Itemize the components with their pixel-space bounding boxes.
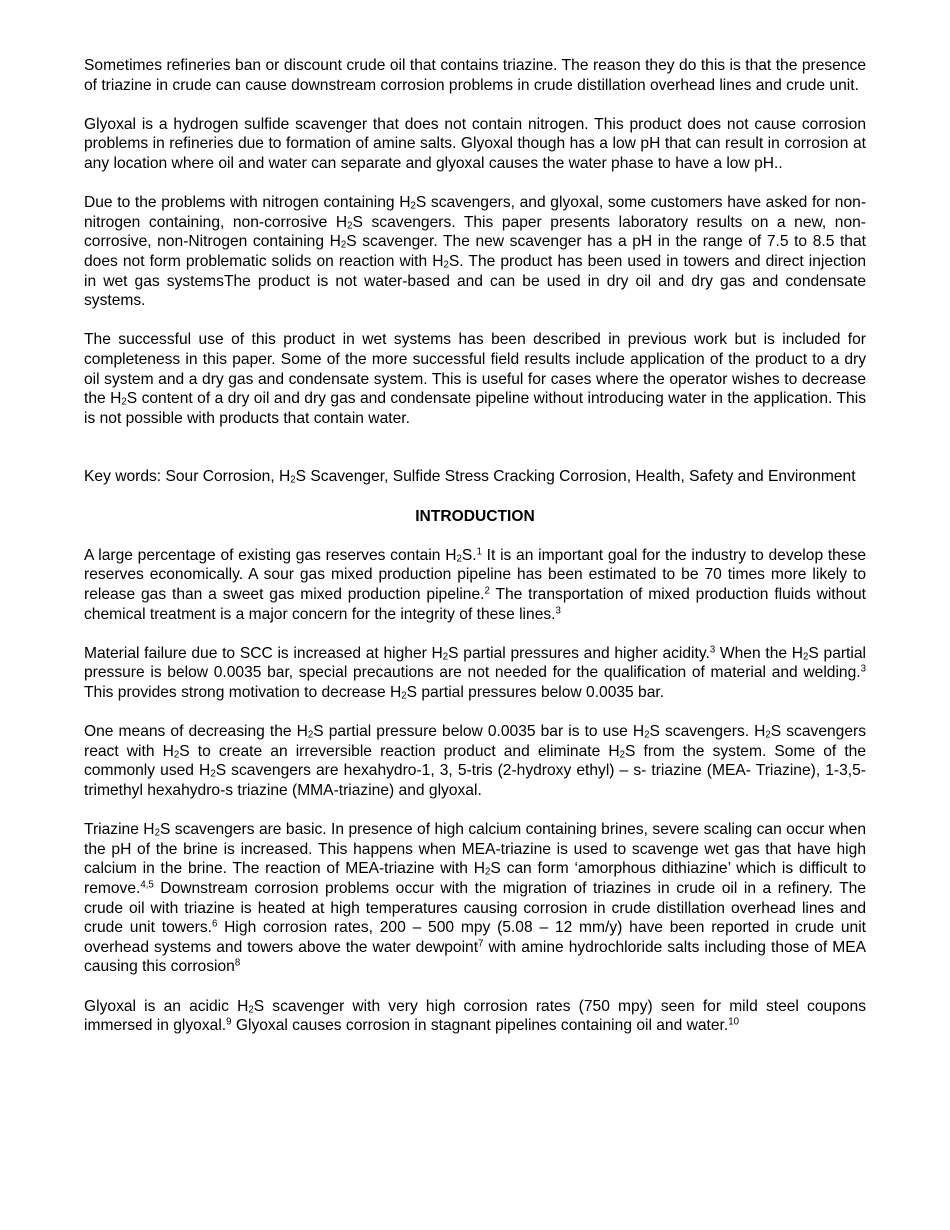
citation-superscript: 9 <box>226 1016 232 1028</box>
subscript: 2 <box>485 866 491 878</box>
subscript: 2 <box>442 651 449 663</box>
text-run: Glyoxal is a hydrogen sulfide scavenger that does not contain nitrogen. This product does not cause corrosion problems in refineries due to formation of amine salts. Glyoxal though has a low pH that can result in corrosion at any location where oil and water can separate and glyoxal causes the water phase to have a low pH.. <box>84 115 866 172</box>
subscript: 2 <box>644 729 650 741</box>
citation-superscript: 2 <box>484 585 490 597</box>
text-run: Triazine H <box>84 821 155 839</box>
text-run: S scavengers are hexahydro-1, 3, 5-tris (2-hydroxy ethyl) – s- triazine (MEA- Triazine), 1-3,5-trimethyl hexahydro-s triazine (MMA-triazine) and glyoxal. <box>84 762 866 799</box>
text-run: Glyoxal is an acidic H <box>84 997 249 1015</box>
subscript: 2 <box>803 651 809 663</box>
citation-superscript: 3 <box>860 664 866 676</box>
subscript: 2 <box>290 474 296 486</box>
text-run: High corrosion rates, 200 – 500 mpy (5.08 – 12 mm/y) have been reported in crude unit overhead systems and towers above the water dewpoint <box>84 919 866 956</box>
text-run: S scavengers are basic. In presence of high calcium containing brines, severe scaling can occur when the pH of the brine is increased. This happens when MEA-triazine is used to scavenge wet gas that have high calcium in the brine. The reaction of MEA-triazine with H <box>84 821 866 878</box>
text-run: Glyoxal causes corrosion in stagnant pipelines containing oil and water. <box>231 1017 729 1035</box>
citation-superscript: 4,5 <box>140 879 154 891</box>
paragraph-successful-use <box>84 330 866 428</box>
text-run: S from the system. Some of the commonly used H <box>84 742 867 780</box>
citation-superscript: 8 <box>234 958 241 969</box>
text-run: S content of a dry oil and dry gas and condensate pipeline without introducing water in the application. This is not possible with products that contain water. <box>84 390 866 427</box>
text-run: S partial pressures below 0.0035 bar. <box>406 684 665 701</box>
paragraph-intro-triazine <box>84 820 866 977</box>
subscript: 2 <box>410 200 416 212</box>
paragraph-keywords <box>84 467 866 487</box>
text-run: S partial pressure is below 0.0035 bar, special precautions are not needed for the qualification of material and welding. <box>84 644 866 682</box>
subscript: 2 <box>347 220 353 232</box>
paragraph-intro-scavengers <box>84 722 866 800</box>
text-run: S scavenger. The new scavenger has a pH in the range of 7.5 to 8.5 that does not form problematic solids on reaction with H <box>84 233 866 270</box>
text-run: S partial pressure below 0.0035 bar is to use H <box>313 723 645 741</box>
text-run: A large percentage of existing gas reserves contain H <box>84 546 457 564</box>
subscript: 2 <box>765 729 771 741</box>
subscript: 2 <box>121 396 127 408</box>
citation-superscript: 10 <box>728 1016 739 1028</box>
text-run: with amine hydrochloride salts including those of MEA causing this corrosion <box>84 938 866 976</box>
text-run: S can form ‘amorphous dithiazine’ which is difficult to remove. <box>84 860 866 897</box>
paragraph-problems-nitrogen <box>84 193 866 311</box>
text-run: The transportation of mixed production fluids without chemical treatment is a major concern for the integrity of these lines. <box>84 586 866 623</box>
text-run: S to create an irreversible reaction product and eliminate H <box>179 742 620 760</box>
text-run: S scavenger with very high corrosion rates (750 mpy) seen for mild steel coupons immersed in glyoxal. <box>84 997 866 1035</box>
paragraph-intro-gas-reserves <box>84 546 866 624</box>
subscript: 2 <box>340 239 347 251</box>
text-run: When the H <box>715 644 804 662</box>
section-heading-introduction: INTRODUCTION <box>415 507 535 525</box>
text-run: Sometimes refineries ban or discount crude oil that contains triazine. The reason they do this is that the presence of triazine in crude can cause downstream corrosion problems in crude distillation overhead lines and crude unit. <box>84 57 866 94</box>
text-run: Material failure due to SCC is increased at higher H <box>84 644 443 662</box>
paragraph-intro-material-failure <box>84 644 866 703</box>
text-run: Downstream corrosion problems occur with the migration of triazines in crude oil in a refinery. The crude oil with triazine is heated at high temperatures causing corrosion in crude distillation overhead lines and crude unit towers. <box>84 879 866 937</box>
citation-superscript: 3 <box>709 644 716 656</box>
text-run: S Scavenger, Sulfide Stress Cracking Corrosion, Health, Safety and Environment <box>295 468 856 486</box>
text-run: It is an important goal for the industry to develop these reserves economically. A sour gas mixed production pipeline has been estimated to be 70 times more likely to release gas than a sweet gas mixed production pipeline. <box>84 546 866 604</box>
text-run: S partial pressures and higher acidity. <box>448 644 710 662</box>
text-run: This provides strong motivation to decrease H <box>84 684 402 701</box>
subscript: 2 <box>307 729 314 741</box>
paragraph-intro-glyoxal <box>84 997 866 1036</box>
subscript: 2 <box>210 768 216 780</box>
text-run: S. The product has been used in towers and direct injection in wet gas systemsThe product is not water-based and can be used in dry oil and dry gas and condensate systems. <box>84 252 867 310</box>
text-run: Due to the problems with nitrogen containing H <box>84 194 411 212</box>
text-run: S. <box>461 546 477 564</box>
text-run: One means of decreasing the H <box>84 723 308 741</box>
text-run: The successful use of this product in wet systems has been described in previous work but is included for completeness in this paper. Some of the more successful field results include application of the product to a dry oil system and a dry gas and condensate system. This is useful for cases where the operator wishes to decrease the H <box>84 331 866 408</box>
subscript: 2 <box>154 827 160 839</box>
citation-superscript: 7 <box>478 938 484 950</box>
text-run: Key words: Sour Corrosion, H <box>84 468 291 486</box>
subscript: 2 <box>443 259 449 271</box>
subscript: 2 <box>456 553 462 565</box>
document-page <box>84 56 866 1055</box>
subscript: 2 <box>173 749 180 761</box>
text-run: S scavengers. H <box>649 723 766 741</box>
text-run: S scavengers, and glyoxal, some customers have asked for non-nitrogen containing, non-corrosive H <box>84 194 867 231</box>
citation-superscript: 1 <box>476 546 482 558</box>
subscript: 2 <box>401 690 407 702</box>
paragraph-glyoxal <box>84 115 866 174</box>
subscript: 2 <box>619 749 626 761</box>
text-run: S scavengers react with H <box>84 723 867 760</box>
paragraph-triazine-refineries <box>84 56 866 95</box>
citation-superscript: 3 <box>555 605 561 617</box>
citation-superscript: 6 <box>212 918 218 930</box>
subscript: 2 <box>248 1003 254 1015</box>
text-run: S scavengers. This paper presents laboratory results on a new, non-corrosive, non-Nitrogen containing H <box>84 213 866 251</box>
